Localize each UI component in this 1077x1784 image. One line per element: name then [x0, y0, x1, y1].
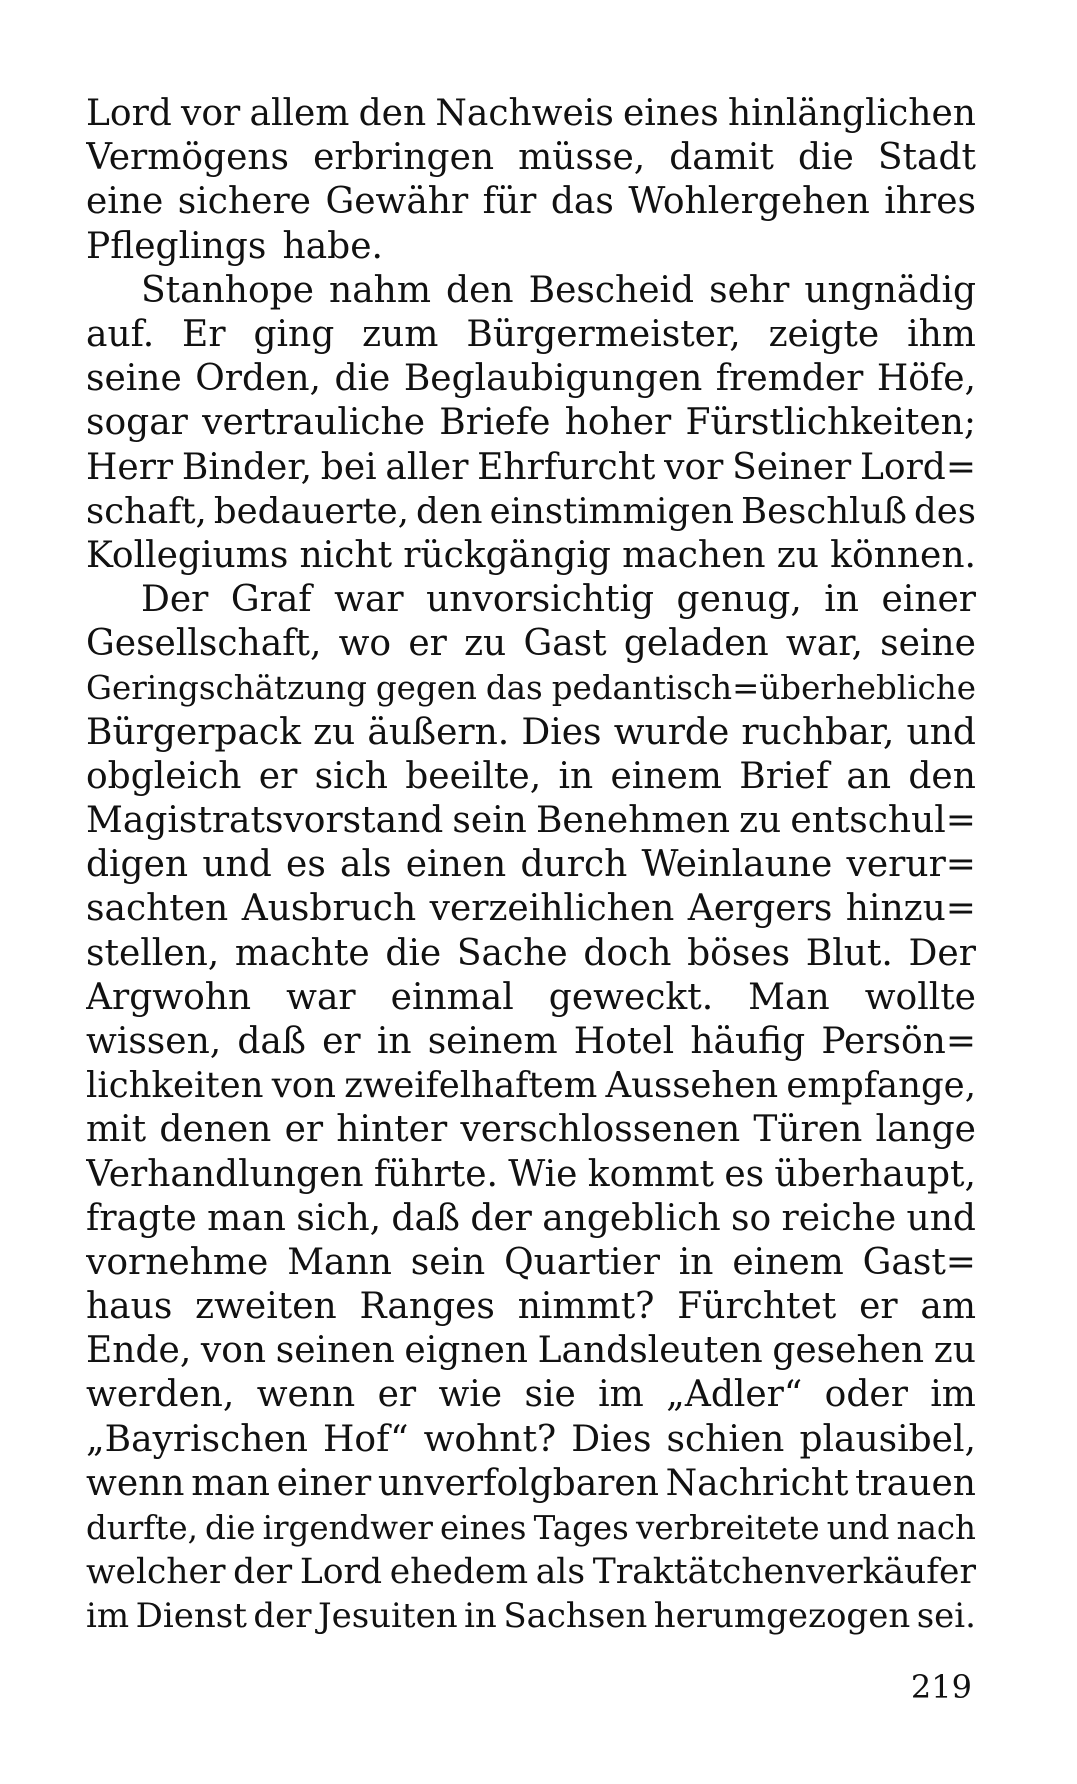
word: sichere — [177, 181, 311, 223]
text-line — [86, 1285, 976, 1329]
word: in — [558, 755, 594, 797]
word: hinlänglichen — [728, 93, 976, 134]
text-line — [86, 136, 976, 180]
word: wenn — [256, 1374, 356, 1416]
word: Brief — [739, 755, 830, 797]
word: seine — [880, 623, 976, 665]
word: der — [470, 1197, 532, 1239]
word: Fürchtet — [677, 1286, 837, 1328]
word: wenn — [86, 1462, 185, 1504]
word: den — [358, 93, 427, 134]
word: schaft, — [86, 490, 207, 532]
word: häufig — [690, 1020, 806, 1062]
word: ging — [253, 313, 335, 355]
word: Gesellschaft, — [86, 623, 322, 665]
word: müsse, — [518, 137, 646, 179]
word: als — [535, 1552, 586, 1593]
word: es — [724, 1153, 765, 1195]
word: vertrauliche — [202, 402, 426, 444]
word: vor — [664, 446, 724, 488]
word: Wohlergehen — [628, 181, 870, 223]
text-line — [86, 1373, 976, 1417]
word: habe. — [282, 225, 383, 267]
word: Sache — [456, 932, 568, 974]
word: war — [286, 976, 356, 1018]
word: haus — [86, 1286, 173, 1328]
word: fremder — [715, 358, 864, 400]
word: in — [678, 1241, 714, 1283]
word: gesehen — [772, 1330, 925, 1372]
text-line — [86, 446, 976, 490]
word: wohnt? — [423, 1418, 557, 1460]
word: fragte — [86, 1197, 197, 1239]
word: können. — [830, 534, 976, 576]
word: „Bayrischen — [86, 1418, 308, 1460]
word: seine — [86, 358, 182, 400]
word: es — [286, 844, 326, 886]
word: herumgezogen — [653, 1596, 911, 1637]
word: Stadt — [877, 137, 976, 179]
word: Geringschätzung — [86, 669, 367, 708]
word: Quartier — [504, 1241, 660, 1283]
word: böses — [687, 932, 791, 974]
word: reiche — [781, 1197, 897, 1239]
word: empfange, — [786, 1065, 976, 1107]
word: daß — [391, 1197, 460, 1239]
word: Ranges — [359, 1286, 495, 1328]
word: rückgängig — [403, 534, 611, 576]
text-line — [86, 932, 976, 976]
word: und — [202, 844, 272, 886]
text-line — [86, 1329, 976, 1373]
word: hinzu= — [845, 888, 976, 930]
word: durch — [520, 844, 628, 886]
word: die — [334, 358, 391, 400]
word: durfte, — [86, 1509, 198, 1547]
word: Argwohn — [86, 976, 252, 1018]
word: erbringen — [313, 137, 495, 179]
word: von — [271, 1065, 336, 1107]
word: ehedem — [389, 1552, 529, 1593]
word: einem — [610, 755, 722, 797]
word: verzeihlichen — [429, 888, 675, 930]
text-line — [86, 313, 976, 357]
word: zweifelhaftem — [344, 1065, 598, 1107]
word: das — [485, 669, 543, 708]
word: der — [253, 1596, 312, 1637]
word: wissen, — [86, 1020, 222, 1062]
word: Beschluß — [741, 490, 907, 532]
word: Bürgermeister, — [466, 313, 741, 355]
word: zu — [739, 800, 782, 841]
word: zum — [362, 313, 439, 355]
word: Dienst — [135, 1596, 247, 1637]
word: genug, — [676, 579, 802, 621]
word: Bescheid — [528, 269, 695, 311]
word: hoher — [564, 402, 672, 444]
word: seinem — [427, 1020, 558, 1062]
text-line — [86, 490, 976, 534]
word: war — [334, 579, 404, 621]
word: unvorsichtig — [426, 579, 655, 621]
word: wo — [338, 623, 392, 665]
word: Bürgerpack — [86, 711, 301, 753]
word: Nachricht — [665, 1462, 849, 1504]
text-line — [86, 269, 976, 313]
word: Aussehen — [605, 1065, 779, 1107]
word: daß — [237, 1020, 306, 1062]
word: doch — [583, 932, 672, 974]
word: Ende, — [86, 1330, 192, 1372]
text-line — [86, 1241, 976, 1285]
text-line — [86, 225, 976, 269]
word: lange — [875, 1109, 976, 1151]
word: er — [859, 1286, 898, 1328]
word: pedantisch=überhebliche — [551, 669, 976, 708]
text-line — [86, 180, 976, 224]
word: zu — [933, 1330, 976, 1372]
body-text — [86, 92, 976, 1639]
word: des — [914, 490, 976, 532]
word: bedauerte, — [213, 490, 409, 532]
word: hinter — [336, 1109, 448, 1151]
word: gegen — [375, 669, 477, 708]
word: schien — [666, 1418, 785, 1460]
text-line — [86, 578, 976, 622]
word: stellen, — [86, 932, 220, 974]
word: Tages — [533, 1509, 629, 1547]
word: er — [322, 1020, 361, 1062]
word: einen — [405, 844, 507, 886]
word: und — [906, 1197, 976, 1239]
word: damit — [669, 137, 774, 179]
word: Herr — [86, 446, 174, 488]
word: Landsleuten — [537, 1330, 763, 1372]
text-line — [86, 666, 976, 710]
word: Höfe, — [876, 358, 976, 400]
word: einer — [881, 579, 976, 621]
word: Beglaubigungen — [403, 358, 703, 400]
word: Lord= — [860, 446, 976, 488]
word: Aergers — [687, 888, 833, 930]
word: in — [824, 579, 859, 621]
word: Orden, — [195, 358, 321, 400]
word: eines — [440, 1509, 527, 1547]
word: Lord — [299, 1552, 383, 1593]
word: obgleich — [86, 755, 242, 797]
word: zeigte — [768, 313, 880, 355]
word: Blut. — [805, 932, 893, 974]
word: Weinlaune — [641, 844, 833, 886]
text-line — [86, 1594, 976, 1638]
word: für — [482, 181, 537, 223]
word: Ausbruch — [241, 888, 417, 930]
word: einer — [276, 1462, 372, 1504]
word: sie — [524, 1374, 576, 1416]
word: äußern. — [367, 711, 510, 753]
word: und — [826, 1509, 890, 1547]
text-line — [86, 622, 976, 666]
word: nimmt? — [517, 1286, 655, 1328]
word: aller — [385, 446, 469, 488]
word: die — [385, 932, 442, 974]
word: Hotel — [573, 1020, 675, 1062]
text-line — [86, 1506, 976, 1550]
word: er — [284, 1109, 324, 1151]
word: nicht — [299, 534, 393, 576]
text-line — [86, 534, 976, 578]
text-line — [86, 755, 976, 799]
word: am — [920, 1286, 976, 1328]
word: führte. — [373, 1153, 498, 1195]
word: trauen — [855, 1462, 976, 1504]
text-line — [86, 711, 976, 755]
word: eines — [623, 93, 719, 134]
word: er — [258, 755, 298, 797]
word: Nachweis — [435, 93, 614, 134]
word: im — [930, 1374, 976, 1416]
word: angeblich — [542, 1197, 721, 1239]
word: auf. — [86, 313, 155, 355]
word: ungnädig — [804, 269, 976, 311]
text-line — [86, 1550, 976, 1594]
text-line — [86, 843, 976, 887]
word: eine — [86, 181, 164, 223]
word: sein — [452, 800, 527, 841]
word: Pfleglings — [86, 225, 267, 267]
word: in — [376, 1020, 412, 1062]
word: zu — [464, 623, 507, 665]
word: ruchbar, — [741, 711, 895, 753]
word: Gast= — [862, 1241, 976, 1283]
text-line — [86, 887, 976, 931]
word: ihm — [907, 313, 976, 355]
word: Kollegiums — [86, 534, 289, 576]
text-line — [86, 92, 976, 136]
word: und — [906, 711, 976, 753]
word: Er — [182, 313, 226, 355]
word: zu — [313, 711, 356, 753]
word: die — [205, 1509, 256, 1547]
text-line — [86, 1462, 976, 1506]
word: werden, — [86, 1374, 235, 1416]
word: Gewähr — [325, 181, 469, 223]
word: Ehrfurcht — [477, 446, 656, 488]
word: Seiner — [732, 446, 852, 488]
word: Sachsen — [503, 1596, 648, 1637]
text-line — [86, 1418, 976, 1462]
word: den — [908, 755, 976, 797]
text-line — [86, 1153, 976, 1197]
word: Türen — [753, 1109, 863, 1151]
word: „Adler“ — [666, 1374, 803, 1416]
word: in — [464, 1596, 497, 1637]
word: nahm — [329, 269, 432, 311]
word: Stanhope — [141, 269, 314, 311]
word: den — [446, 269, 514, 311]
word: Mann — [287, 1241, 392, 1283]
word: machen — [622, 534, 766, 576]
word: digen — [86, 844, 189, 886]
text-line — [86, 1064, 976, 1108]
word: sei. — [916, 1596, 976, 1637]
word: Der — [141, 579, 209, 621]
word: vornehme — [86, 1241, 269, 1283]
word: ihres — [884, 181, 976, 223]
word: Benehmen — [535, 800, 730, 841]
word: verbreitete — [635, 1509, 820, 1547]
word: Gast — [523, 623, 607, 665]
word: Traktätchenverkäufer — [592, 1552, 976, 1593]
word: kommt — [587, 1153, 714, 1195]
word: Persön= — [821, 1020, 976, 1062]
word: der — [233, 1552, 293, 1593]
text-line — [86, 357, 976, 401]
word: Wie — [508, 1153, 578, 1195]
word: entschul= — [790, 800, 976, 841]
word: einstimmigen — [489, 490, 734, 532]
word: zweiten — [195, 1286, 337, 1328]
word: im — [598, 1374, 644, 1416]
word: sich — [314, 755, 388, 797]
word: lichkeiten — [86, 1065, 264, 1107]
word: unverfolgbaren — [377, 1462, 659, 1504]
word: er — [408, 623, 447, 665]
word: Magistratsvorstand — [86, 800, 444, 841]
word: nach — [896, 1509, 976, 1547]
word: mit — [86, 1109, 147, 1151]
word: Briefe — [439, 402, 551, 444]
word: oder — [824, 1374, 908, 1416]
word: er — [377, 1374, 417, 1416]
text-line — [86, 799, 976, 843]
word: man — [191, 1462, 270, 1504]
word: im — [86, 1596, 130, 1637]
word: den — [415, 490, 483, 532]
word: bei — [320, 446, 377, 488]
word: die — [797, 137, 854, 179]
text-line — [86, 1020, 976, 1064]
word: zu — [776, 534, 819, 576]
word: irgendwer — [262, 1509, 433, 1547]
word: man — [207, 1197, 286, 1239]
word: war, — [785, 623, 863, 665]
text-line — [86, 1197, 976, 1241]
word: Fürstlichkeiten; — [685, 402, 976, 444]
word: welcher — [86, 1552, 226, 1593]
word: Man — [748, 976, 830, 1018]
text-line — [86, 976, 976, 1020]
word: von — [200, 1330, 267, 1372]
word: machte — [234, 932, 370, 974]
word: geladen — [623, 623, 769, 665]
word: so — [731, 1197, 772, 1239]
word: verur= — [846, 844, 976, 886]
word: wurde — [613, 711, 730, 753]
word: sich, — [296, 1197, 382, 1239]
word: Verhandlungen — [86, 1153, 364, 1195]
word: sein — [410, 1241, 486, 1283]
word: Graf — [230, 579, 312, 621]
word: überhaupt, — [774, 1153, 976, 1195]
word: beeilte, — [405, 755, 542, 797]
word: Dies — [521, 711, 602, 753]
word: wollte — [864, 976, 976, 1018]
word: sehr — [709, 269, 790, 311]
word: allem — [249, 93, 350, 134]
word: plausibel, — [799, 1418, 976, 1460]
text-line — [86, 1108, 976, 1152]
word: verschlossenen — [460, 1109, 741, 1151]
word: geweckt. — [548, 976, 714, 1018]
page-number: 219 — [910, 1668, 972, 1706]
word: vor — [181, 93, 241, 134]
word: sogar — [86, 402, 188, 444]
word: Vermögens — [86, 137, 290, 179]
word: Binder, — [181, 446, 313, 488]
word: eignen — [404, 1330, 528, 1372]
text-line — [86, 401, 976, 445]
word: sachten — [86, 888, 229, 930]
word: seinen — [275, 1330, 395, 1372]
word: Hof“ — [323, 1418, 409, 1460]
word: an — [846, 755, 892, 797]
word: wie — [438, 1374, 503, 1416]
word: Lord — [86, 93, 172, 134]
word: als — [340, 844, 392, 886]
word: einem — [732, 1241, 844, 1283]
word: Der — [908, 932, 976, 974]
word: Dies — [571, 1418, 652, 1460]
word: das — [550, 181, 614, 223]
word: einmal — [390, 976, 514, 1018]
word: denen — [159, 1109, 272, 1151]
word: Jesuiten — [317, 1596, 458, 1637]
